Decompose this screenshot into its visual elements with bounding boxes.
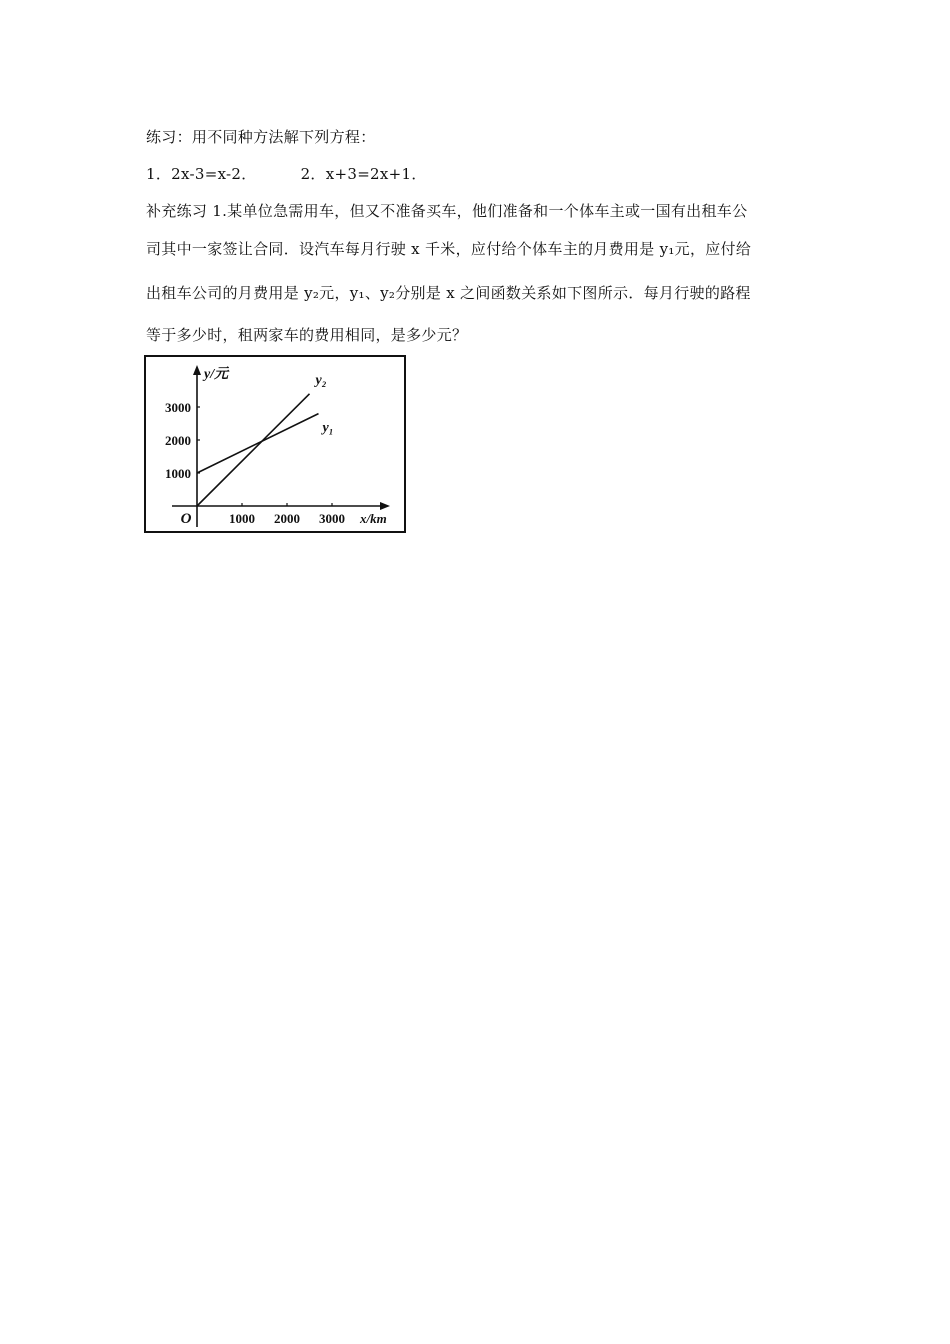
supplement-line-4: 等于多少时，租两家车的费用相同，是多少元？: [146, 326, 468, 344]
cost-graph-figure: [144, 355, 406, 533]
supplement-line-1: 补充练习 1.某单位急需用车，但又不准备买车，他们准备和一个体车主或一国有出租车公: [146, 202, 748, 220]
supplement-line-2: 司其中一家签让合同．设汽车每月行驶 x 千米，应付给个体车主的月费用是 y₁元，应付给: [146, 240, 752, 258]
y-tick-label-3000: 3000: [165, 400, 191, 415]
series-line-y1: [197, 414, 319, 473]
series-line-y2: [197, 394, 310, 506]
y-tick-label-1000: 1000: [165, 466, 191, 481]
series-label-y1: y₁: [322, 420, 334, 436]
equation-2: 2．x+3=2x+1．: [300, 165, 427, 183]
equation-1: 1．2x-3=x-2．: [146, 165, 257, 183]
origin-label: O: [180, 511, 192, 527]
exercise-equations: [146, 164, 427, 184]
series-label-y2: y₂: [315, 372, 327, 388]
y-axis-label: y/元: [204, 367, 229, 382]
x-axis-arrow: [380, 502, 390, 510]
x-tick-label-1000: 1000: [229, 511, 255, 526]
exercise-title: 练习：用不同种方法解下列方程：: [146, 128, 376, 146]
x-tick-label-2000: 2000: [274, 511, 300, 526]
cost-graph: [146, 357, 404, 531]
y-axis-arrow: [193, 365, 201, 375]
x-axis-label: x/km: [360, 511, 387, 526]
supplement-line-3: 出租车公司的月费用是 y₂元，y₁、y₂分别是 x 之间函数关系如下图所示．每月行驶的路程: [146, 284, 751, 302]
y-tick-label-2000: 2000: [165, 433, 191, 448]
x-tick-label-3000: 3000: [319, 511, 345, 526]
